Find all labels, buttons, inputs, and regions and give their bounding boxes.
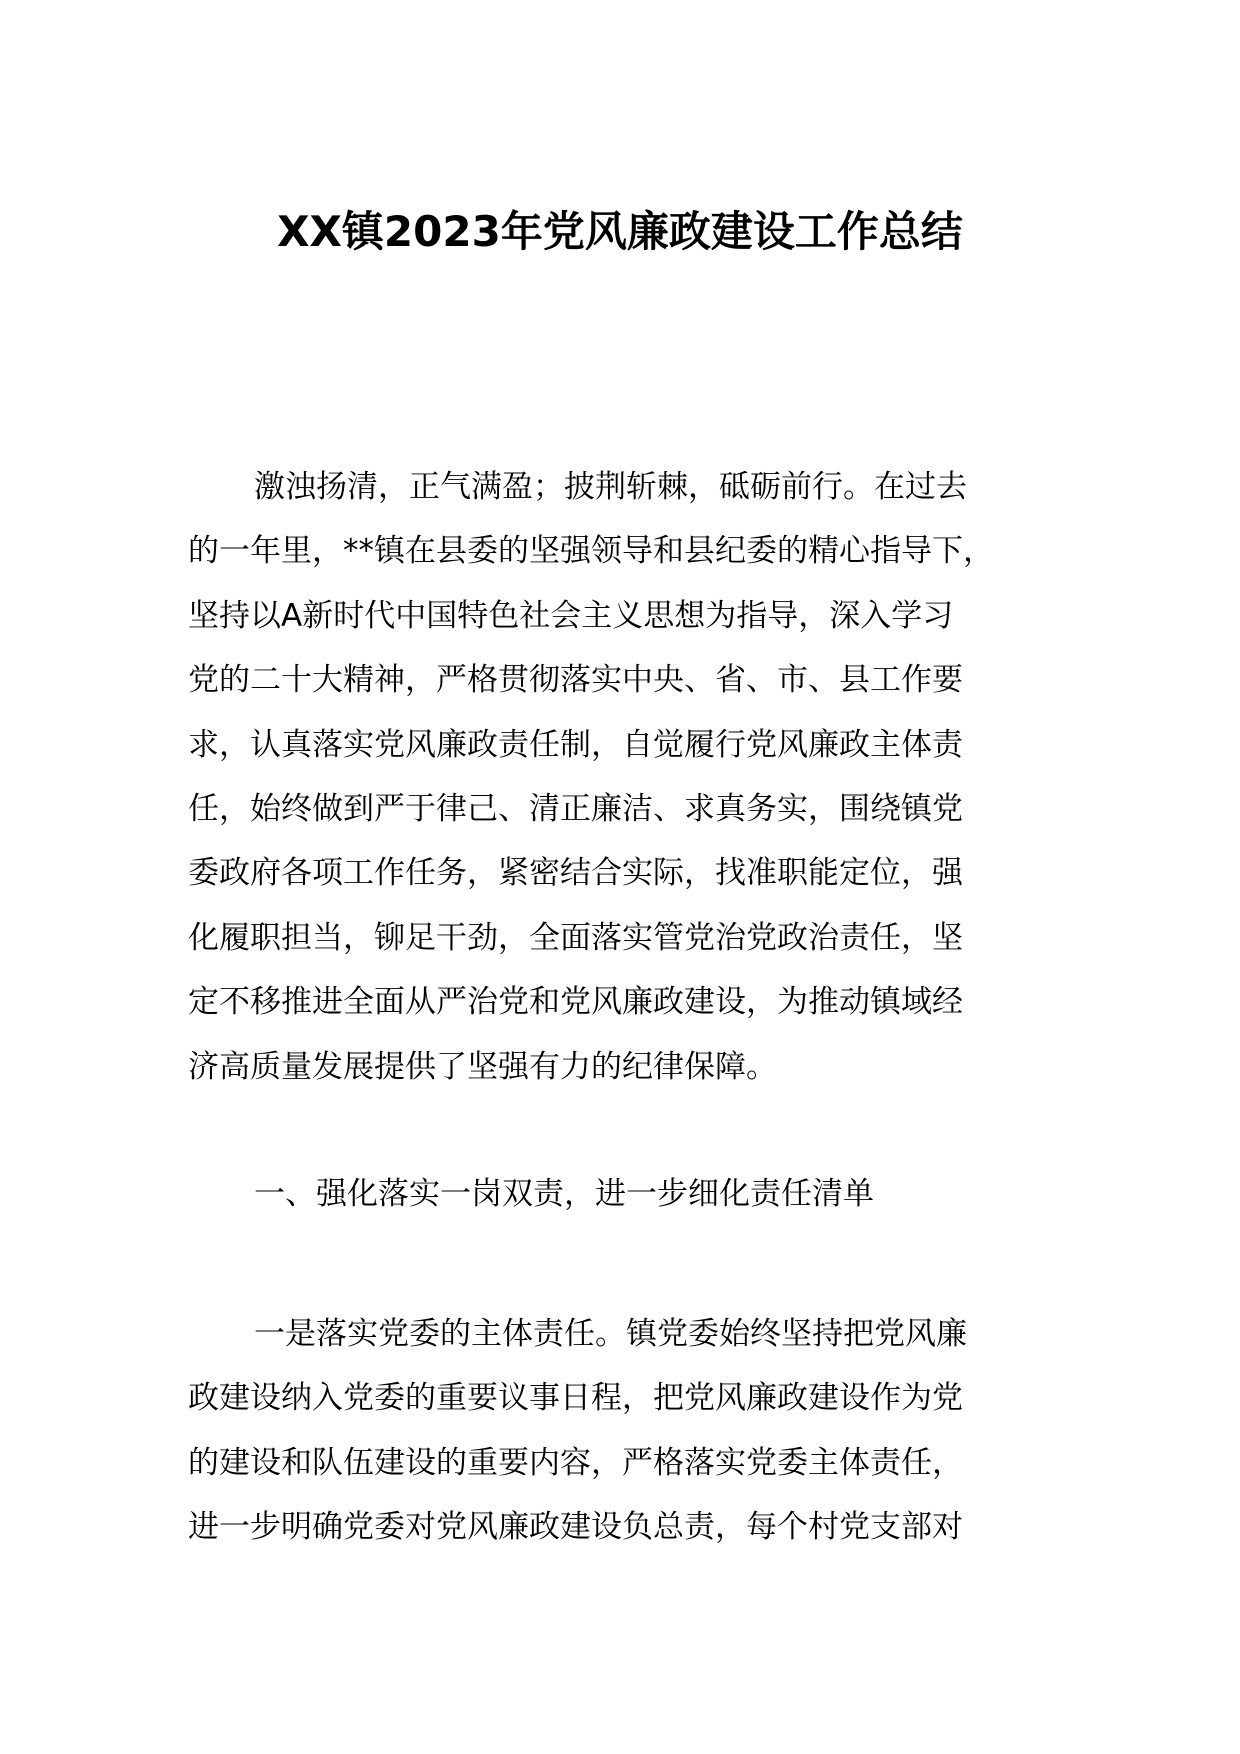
document-title: XX镇2023年党风廉政建设工作总结 xyxy=(277,207,963,256)
paragraph-line: 进一步明确党委对党风廉政建设负总责，每个村党支部对 xyxy=(188,1509,963,1546)
paragraph-line: 委政府各项工作任务，紧密结合实际，找准职能定位，强 xyxy=(188,855,963,892)
paragraph-line: 济高质量发展提供了坚强有力的纪律保障。 xyxy=(188,1048,777,1085)
paragraph-line: 政建设纳入党委的重要议事日程，把党风廉政建设作为党 xyxy=(188,1380,963,1417)
paragraph-section-1 xyxy=(188,1302,1060,1560)
paragraph-line: 求，认真落实党风廉政责任制，自觉履行党风廉政主体责 xyxy=(188,726,963,763)
paragraph-line: 一是落实党委的主体责任。镇党委始终坚持把党风廉 xyxy=(254,1316,967,1352)
paragraph-line: 坚持以A新时代中国特色社会主义思想为指导，深入学习 xyxy=(188,597,954,634)
section-heading-text: 一、强化落实一岗双责，进一步细化责任清单 xyxy=(254,1176,874,1212)
paragraph-line: 任，始终做到严于律己、清正廉洁、求真务实，围绕镇党 xyxy=(188,791,963,828)
paragraph-intro xyxy=(188,455,1060,1099)
paragraph-line: 的一年里，**镇在县委的坚强领导和县纪委的精心指导下， xyxy=(188,533,994,570)
paragraph-line: 的建设和队伍建设的重要内容，严格落实党委主体责任， xyxy=(188,1444,963,1481)
section-heading xyxy=(188,1162,1060,1226)
paragraph-line: 党的二十大精神，严格贯彻落实中央、省、市、县工作要 xyxy=(188,662,963,699)
paragraph-line: 激浊扬清，正气满盈；披荆斩棘，砥砺前行。在过去 xyxy=(254,469,967,505)
paragraph-line: 化履职担当，铆足干劲，全面落实管党治党政治责任，坚 xyxy=(188,919,963,956)
paragraph-line: 定不移推进全面从严治党和党风廉政建设，为推动镇域经 xyxy=(188,984,963,1021)
